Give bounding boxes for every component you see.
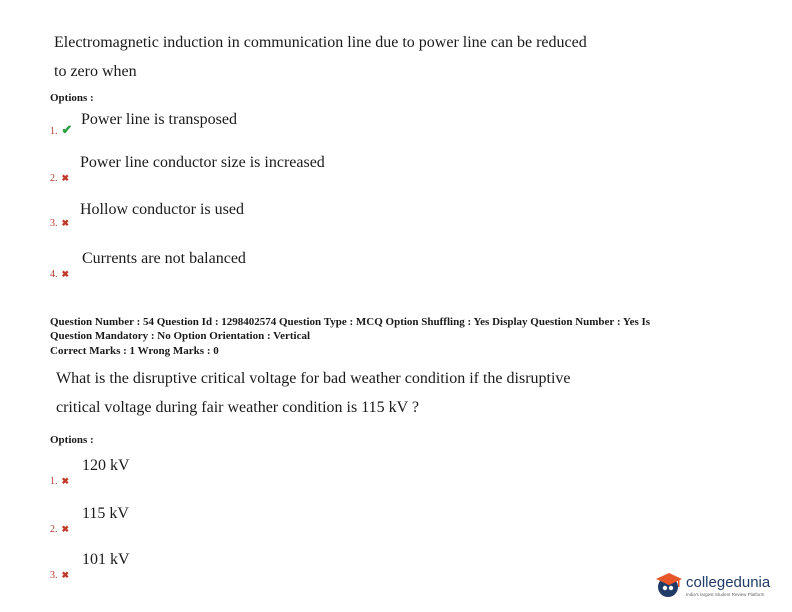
option-number: 2. [50,524,58,535]
question-text-line-1: Electromagnetic induction in communication line due to power line can be reduced [54,34,587,51]
question-text-line-1: What is the disruptive critical voltage for bad weather condition if the disruptive [56,370,571,387]
question-text-line-2: critical voltage during fair weather condition is 115 kV ? [56,399,419,416]
options-heading: Options : [50,434,94,446]
collegedunia-logo [652,566,782,604]
option-label: Power line conductor size is increased [80,154,325,171]
options-heading: Options : [50,92,94,104]
option-row [50,213,69,231]
question-meta-line-1: Question Number : 54 Question Id : 1298402574 Question Type : MCQ Option Shuffling : Yes Display Question Number : Yes Is [50,316,651,328]
option-label: Hollow conductor is used [80,201,244,218]
option-row [50,264,69,282]
option-label: 120 kV [82,457,130,474]
option-number: 3. [50,570,58,581]
option-row [50,471,69,489]
option-row [50,565,69,583]
question-marks: Correct Marks : 1 Wrong Marks : 0 [50,345,219,357]
cross-icon: ✖ [61,173,70,183]
cross-icon: ✖ [61,269,70,279]
option-row [50,121,72,139]
cross-icon: ✖ [61,524,70,534]
question-text-line-2: to zero when [54,63,137,80]
option-number: 2. [50,173,58,184]
option-label: Power line is transposed [81,111,237,128]
option-row [50,519,69,537]
logo-tagline: India's largest Student Review Platform [686,592,765,597]
option-label: 115 kV [82,505,129,522]
option-label: Currents are not balanced [82,250,246,267]
option-label: 101 kV [82,551,130,568]
graduation-cap-icon [654,570,684,600]
option-number: 1. [50,476,58,487]
option-row [50,168,69,186]
option-number: 3. [50,218,58,229]
cross-icon: ✖ [61,476,70,486]
cross-icon: ✖ [61,218,70,228]
cross-icon: ✖ [61,570,70,580]
option-number: 4. [50,269,58,280]
option-number: 1. [50,126,58,137]
question-meta-line-2: Question Mandatory : No Option Orientation : Vertical [50,330,311,342]
logo-name: collegedunia [686,574,771,591]
check-icon: ✔ [61,122,73,137]
